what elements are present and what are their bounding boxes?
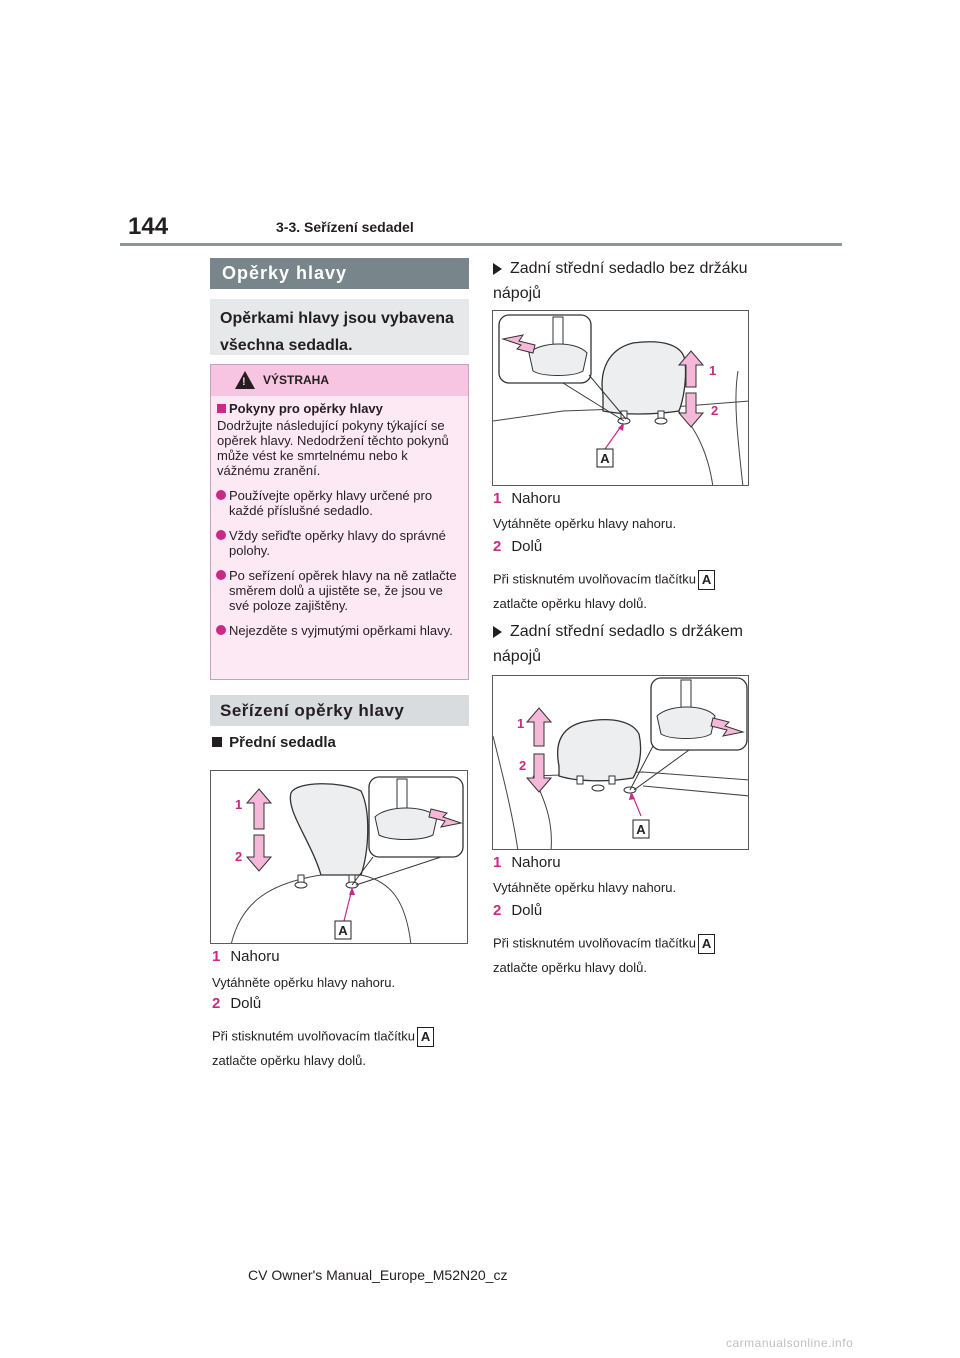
warning-header xyxy=(211,365,468,396)
rear1-item-2: 2 Dolů xyxy=(493,538,543,555)
front-item-1-desc: Vytáhněte opěrku hlavy nahoru. xyxy=(212,975,396,990)
footer-text: CV Owner's Manual_Europe_M52N20_cz xyxy=(248,1267,508,1283)
figure-label-2: 2 xyxy=(711,403,719,418)
rear-no-holder-figure xyxy=(492,310,749,486)
front-seats-title: Přední sedadla xyxy=(212,734,336,751)
figure-label-2: 2 xyxy=(235,849,243,864)
warning-subtitle: Pokyny pro opěrky hlavy xyxy=(211,396,468,418)
front-item-2-desc: Při stisknutém uvolňovacím tlačítku A xyxy=(212,1027,434,1047)
square-bullet-icon xyxy=(217,404,226,413)
rear2-item-2: 2 Dolů xyxy=(493,902,543,919)
bullet-dot-icon xyxy=(216,625,226,635)
warning-bullet: Po seřízení opěrek hlavy na ně zatlačte směrem dolů a ujistěte se, že jsou ve své poloze zajištěny. xyxy=(211,568,468,613)
rear1-item-2-desc: Při stisknutém uvolňovacím tlačítku A xyxy=(493,570,715,590)
bullet-dot-icon xyxy=(216,570,226,580)
rear-with-holder-illustration xyxy=(493,676,749,850)
watermark: carmanualsonline.info xyxy=(726,1336,854,1350)
button-a-label: A xyxy=(417,1027,434,1047)
figure-label-a: A xyxy=(636,822,646,837)
rear-no-holder-illustration xyxy=(493,311,749,486)
button-a-label: A xyxy=(698,570,715,590)
figure-label-1: 1 xyxy=(709,363,717,378)
front-item-2-desc-cont: zatlačte opěrku hlavy dolů. xyxy=(212,1053,366,1068)
header-rule xyxy=(120,243,842,246)
warning-box xyxy=(210,364,469,680)
page-number: 144 xyxy=(128,213,169,240)
bullet-dot-icon xyxy=(216,530,226,540)
front-seat-illustration xyxy=(211,771,468,944)
headrests-subtitle: Opěrkami hlavy jsou vybavena všechna sedadla. xyxy=(210,299,469,355)
rear2-item-2-desc-cont: zatlačte opěrku hlavy dolů. xyxy=(493,960,647,975)
warning-label: VÝSTRAHA xyxy=(263,373,330,387)
warning-bullet: Používejte opěrky hlavy určené pro každé příslušné sedadlo. xyxy=(211,488,468,518)
figure-label-a: A xyxy=(338,923,348,938)
bullet-dot-icon xyxy=(216,490,226,500)
triangle-bullet-icon xyxy=(493,263,502,275)
rear1-item-1: 1 Nahoru xyxy=(493,490,561,507)
rear1-item-2-desc-cont: zatlačte opěrku hlavy dolů. xyxy=(493,596,647,611)
figure-label-a: A xyxy=(600,451,610,466)
headrests-title: Opěrky hlavy xyxy=(210,258,469,289)
button-a-label: A xyxy=(698,934,715,954)
figure-label-1: 1 xyxy=(235,797,243,812)
rear2-item-2-desc: Při stisknutém uvolňovacím tlačítku A xyxy=(493,934,715,954)
rear-with-holder-figure xyxy=(492,675,749,850)
adjust-headrest-title: Seřízení opěrky hlavy xyxy=(210,695,469,726)
front-item-1: 1 Nahoru xyxy=(212,948,280,965)
rear2-item-1-desc: Vytáhněte opěrku hlavy nahoru. xyxy=(493,880,677,895)
triangle-bullet-icon xyxy=(493,626,502,638)
rear2-item-1: 1 Nahoru xyxy=(493,854,561,871)
figure-label-2: 2 xyxy=(519,758,527,773)
warning-intro: Dodržujte následující pokyny týkající se opěrek hlavy. Nedodržení těchto pokynů může vést ke smrtelnému nebo k vážnému zranění. xyxy=(217,418,449,478)
warning-bullet: Vždy seřiďte opěrky hlavy do správné polohy. xyxy=(211,528,468,558)
exclamation-icon: ! xyxy=(242,376,246,388)
square-bullet-icon xyxy=(212,737,222,747)
section-title: 3-3. Seřízení sedadel xyxy=(276,219,414,235)
rear-no-holder-title: Zadní střední sedadlo bez držáku nápojů xyxy=(493,260,748,302)
warning-bullet: Nejezděte s vyjmutými opěrkami hlavy. xyxy=(211,623,468,638)
front-item-2: 2 Dolů xyxy=(212,995,262,1012)
front-seat-figure xyxy=(210,770,468,944)
figure-label-1: 1 xyxy=(517,716,525,731)
rear-with-holder-title: Zadní střední sedadlo s držákem nápojů xyxy=(493,623,744,665)
rear1-item-1-desc: Vytáhněte opěrku hlavy nahoru. xyxy=(493,516,677,531)
